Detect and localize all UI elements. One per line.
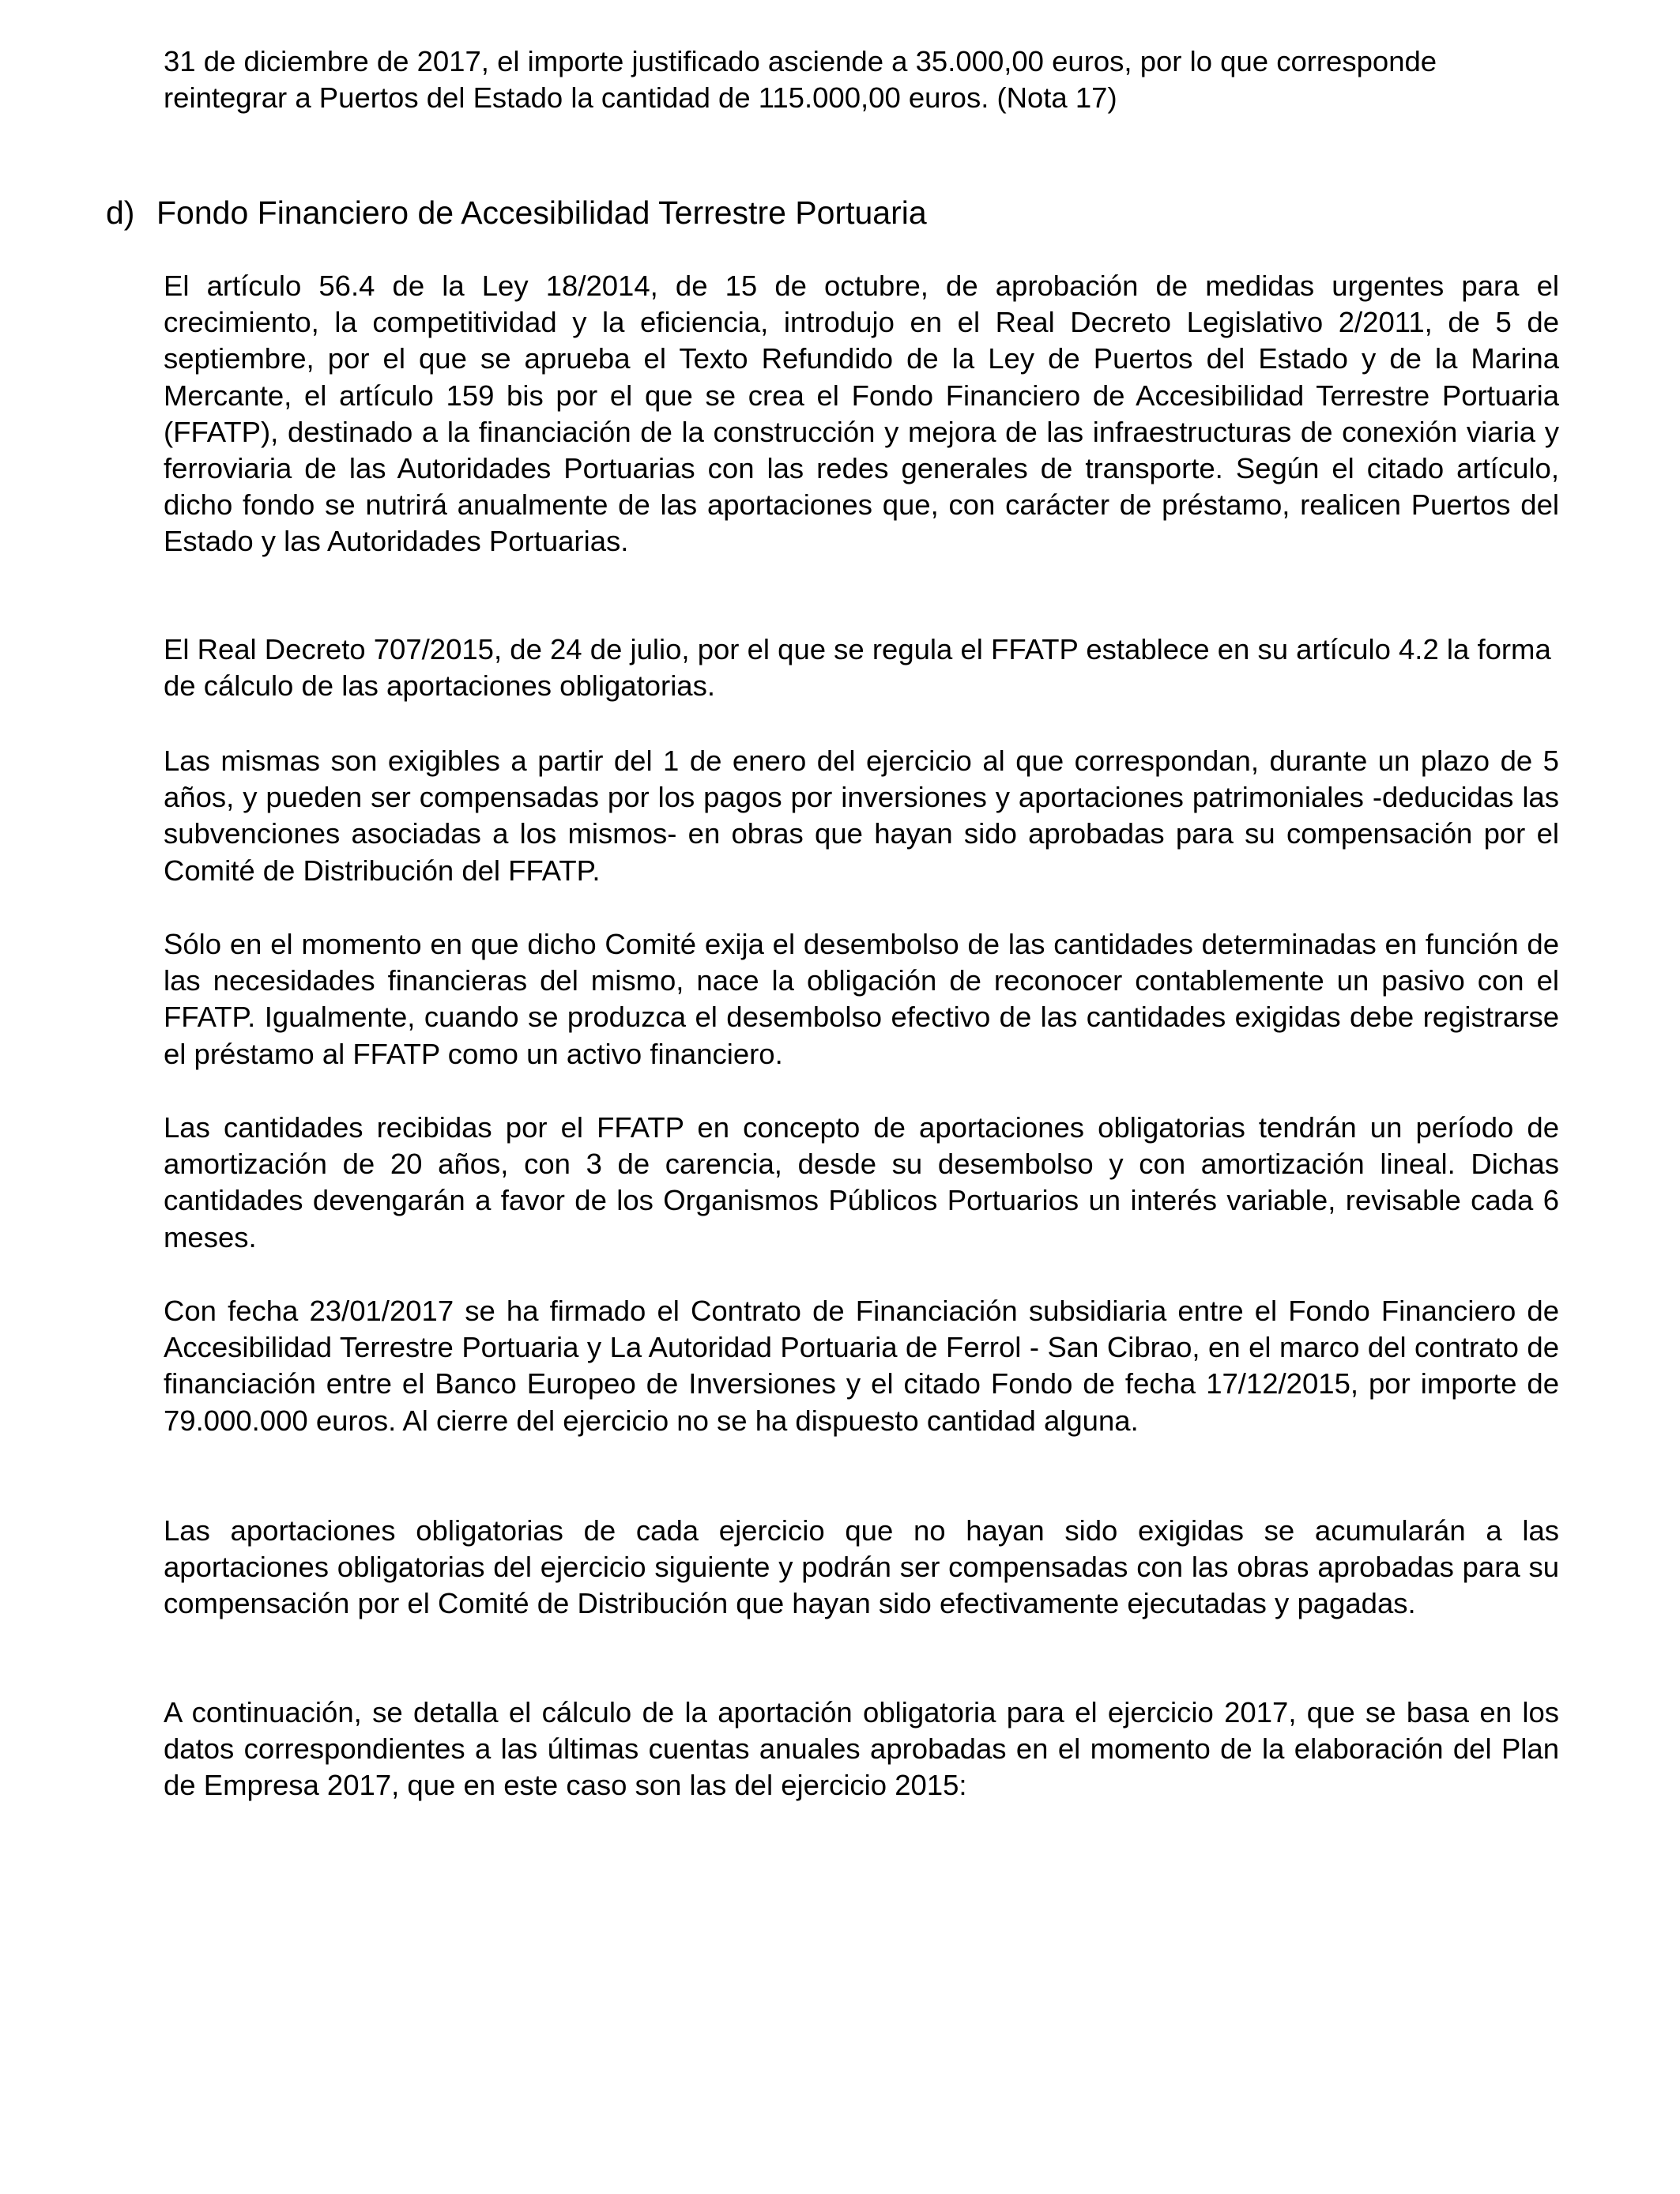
paragraph-comite: Sólo en el momento en que dicho Comité exija el desembolso de las cantidades determinadas en función de las necesidades financieras del mismo, nace la obligación de reconocer contablemente un pasivo con el FFATP. Igualmente, cuando se produzca el desembolso efectivo de las cantidades exigidas debe registrarse el préstamo al FFATP como un activo financiero. — [164, 928, 1559, 1070]
paragraph-continuacion: A continuación, se detalla el cálculo de la aportación obligatoria para el ejercicio 2017, que se basa en los datos correspondientes a las últimas cuentas anuales aprobadas en el momento de la elaboración del Plan de Empresa 2017, que en este caso son las del ejercicio 2015: — [164, 1696, 1559, 1802]
paragraph-article-56: El artículo 56.4 de la Ley 18/2014, de 15 de octubre, de aprobación de medidas urgentes para el crecimiento, la competitividad y la eficiencia, introdujo en el Real Decreto Legislativo 2/2011, de 5 de septiembre, por el que se aprueba el Texto Refundido de la Ley de Puertos del Estado y de la Marina Mercante, el artículo 159 bis por el que se crea el Fondo Financiero de Accesibilidad Terrestre Portuaria (FFATP), destinado a la financiación de la construcción y mejora de las infraestructuras de conexión viaria y ferroviaria de las Autoridades Portuarias con las redes generales de transporte. Según el citado artículo, dicho fondo se nutrirá anualmente de las aportaciones que, con carácter de préstamo, realicen Puertos del Estado y las Autoridades Portuarias. — [164, 270, 1559, 558]
section-title: Fondo Financiero de Accesibilidad Terrestre Portuaria — [156, 194, 927, 231]
paragraph-intro: 31 de diciembre de 2017, el importe justificado asciende a 35.000,00 euros, por lo que corresponde reintegrar a Puertos del Estado la cantidad de 115.000,00 euros. (Nota 17) — [164, 45, 1437, 115]
paragraph-real-decreto: El Real Decreto 707/2015, de 24 de julio, por el que se regula el FFATP establece en su artículo 4.2 la forma de cálculo de las aportaciones obligatorias. — [164, 633, 1551, 703]
paragraph-amortizacion: Las cantidades recibidas por el FFATP en concepto de aportaciones obligatorias tendrán un período de amortización de 20 años, con 3 de carencia, desde su desembolso y con amortización lineal. Dichas cantidades devengarán a favor de los Organismos Públicos Portuarios un interés variable, revisable cada 6 meses. — [164, 1111, 1559, 1253]
paragraph-contrato: Con fecha 23/01/2017 se ha firmado el Contrato de Financiación subsidiaria entre el Fondo Financiero de Accesibilidad Terrestre Portuaria y La Autoridad Portuaria de Ferrol - San Cibrao, en el marco del contrato de financiación entre el Banco Europeo de Inversiones y el citado Fondo de fecha 17/12/2015, por importe de 79.000.000 euros. Al cierre del ejercicio no se ha dispuesto cantidad alguna. — [164, 1295, 1559, 1437]
paragraph-exigibles: Las mismas son exigibles a partir del 1 de enero del ejercicio al que correspondan, durante un plazo de 5 años, y pueden ser compensadas por los pagos por inversiones y aportaciones patrimoniales -deducidas las subvenciones asociadas a los mismos- en obras que hayan sido aprobadas para su compensación por el Comité de Distribución del FFATP. — [164, 745, 1559, 887]
section-marker: d) — [106, 194, 135, 231]
section-heading — [106, 193, 927, 232]
paragraph-aportaciones: Las aportaciones obligatorias de cada ejercicio que no hayan sido exigidas se acumularán a las aportaciones obligatorias del ejercicio siguiente y podrán ser compensadas con las obras aprobadas para su compensación por el Comité de Distribución que hayan sido efectivamente ejecutadas y pagadas. — [164, 1514, 1559, 1620]
